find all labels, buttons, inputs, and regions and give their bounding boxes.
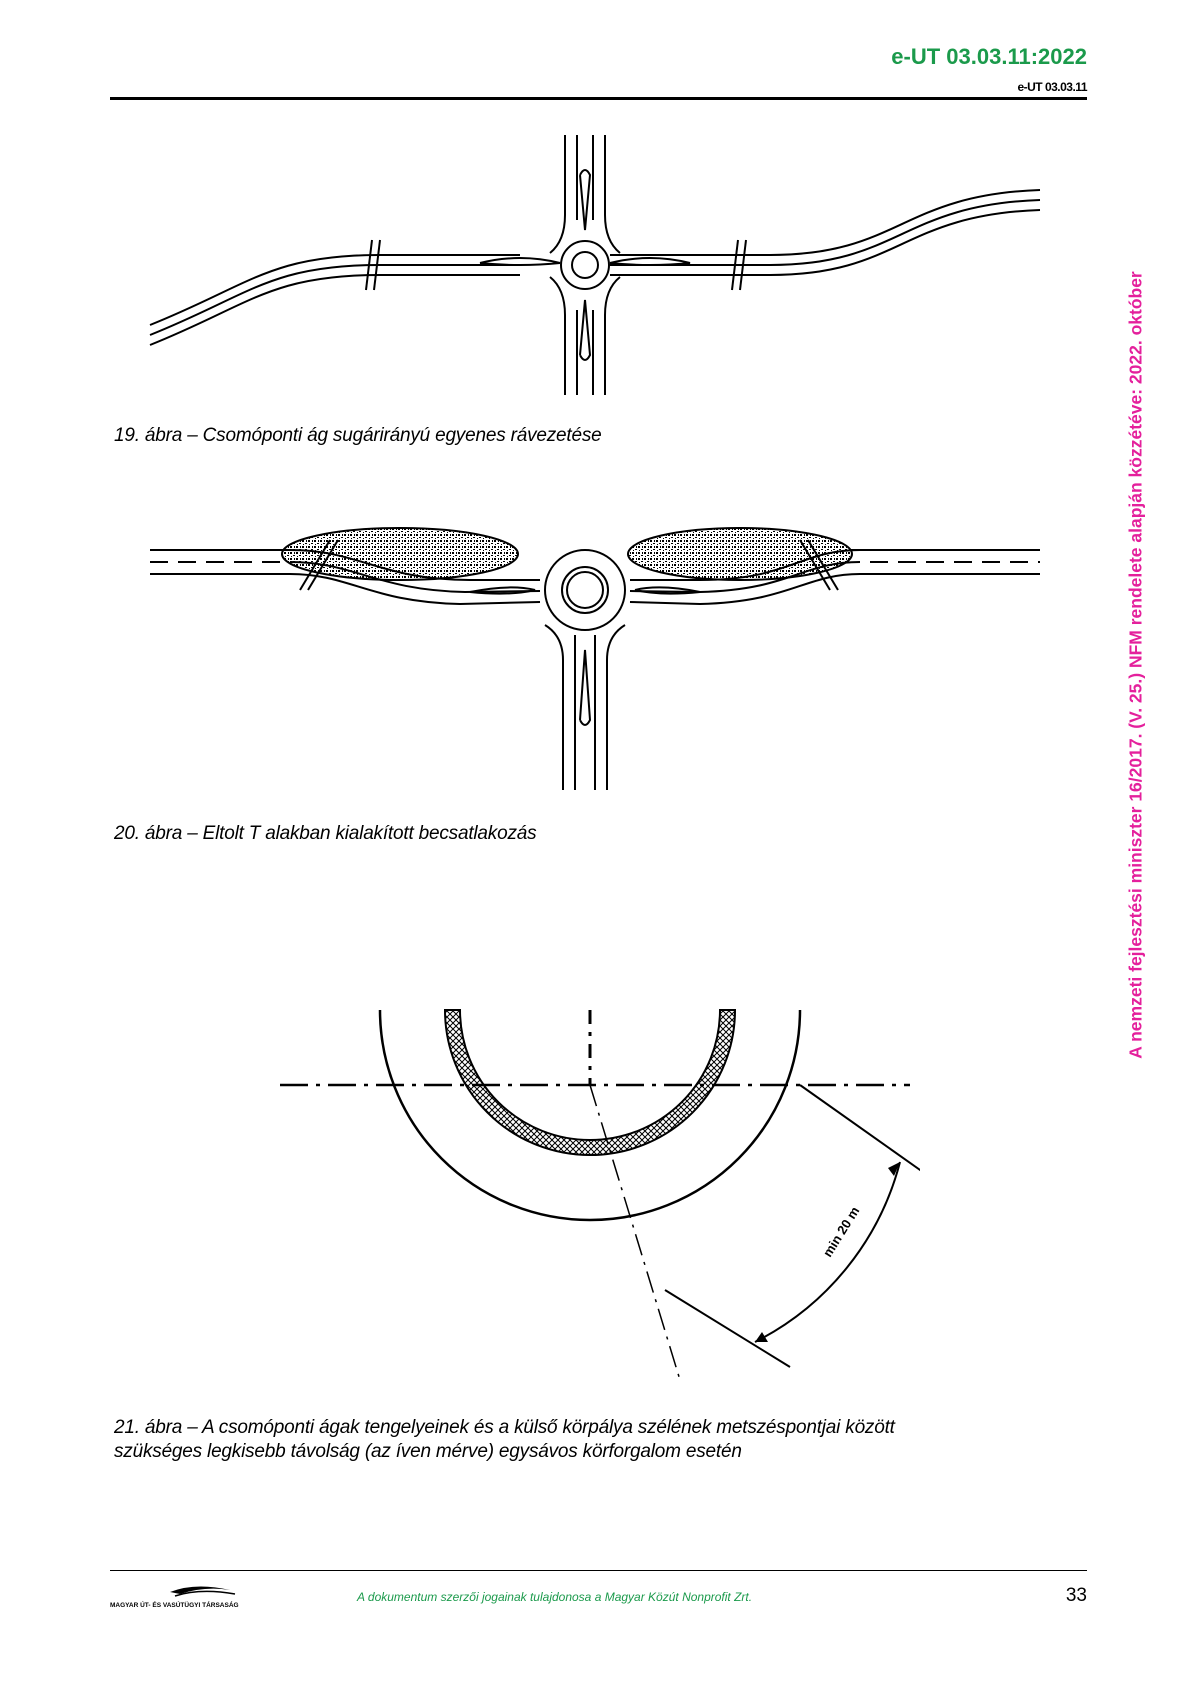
- figure-20-caption: 20. ábra – Eltolt T alakban kialakított becsatlakozás: [114, 823, 537, 844]
- document-code: e-UT 03.03.11:2022: [891, 44, 1087, 69]
- page-number: 33: [1065, 1585, 1087, 1606]
- figure-21-caption-line-2: szükséges legkisebb távolság (az íven mérve) egysávos körforgalom esetén: [114, 1441, 742, 1462]
- document-subcode: e-UT 03.03.11: [1017, 80, 1087, 94]
- dimension-label: min 20 m: [819, 1203, 863, 1260]
- footer-rule: [110, 1570, 1087, 1571]
- logo-text: MAGYAR ÚT- ÉS VASÚTÜGYI TÁRSASÁG: [110, 1602, 239, 1609]
- figure-21-caption: [114, 1416, 1084, 1464]
- copyright-note: A dokumentum szerzői jogainak tulajdonosa a Magyar Közút Nonprofit Zrt.: [357, 1590, 753, 1604]
- figure-21-drawing: [270, 990, 920, 1390]
- figure-21-caption-line-1: 21. ábra – A csomóponti ágak tengelyeinek és a külső körpálya szélének metszéspontjai között: [114, 1417, 895, 1438]
- header-rule: [110, 97, 1087, 100]
- side-note-text: A nemzeti fejlesztési miniszter 16/2017. (V. 25.) NFM rendelete alapján közzétéve: 2022. október: [1125, 271, 1146, 1059]
- figure-19-drawing: [140, 135, 1060, 405]
- figure-20-drawing: [140, 510, 1060, 800]
- publication-side-note: [1121, 160, 1151, 1170]
- figure-19-caption: 19. ábra – Csomóponti ág sugárirányú egyenes rávezetése: [114, 425, 602, 446]
- society-logo: [110, 1580, 260, 1610]
